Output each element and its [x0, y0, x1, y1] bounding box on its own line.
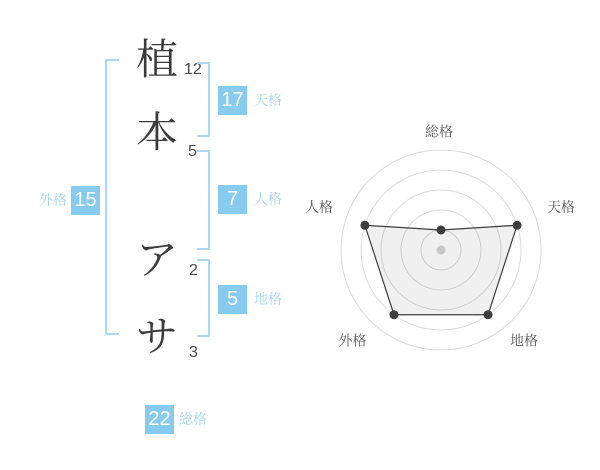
radar-axis-label: 外格 — [338, 332, 367, 349]
soukaku-score-box: 22 — [145, 405, 174, 434]
stroke-count-3: 2 — [189, 262, 198, 279]
radar-axis-label: 地格 — [510, 332, 538, 349]
gaikaku-bracket — [105, 59, 119, 335]
name-char-2: 本 — [135, 109, 178, 156]
chikaku-bracket — [197, 259, 210, 337]
gaikaku-score-label: 外格 — [39, 192, 67, 208]
name-char-1: 植 — [135, 36, 178, 83]
stroke-count-1: 12 — [184, 61, 202, 78]
name-char-3: ア — [135, 236, 178, 283]
jinkaku-bracket — [197, 150, 210, 250]
radar-marker — [389, 310, 398, 319]
radar-marker — [513, 221, 522, 230]
jinkaku-score-label: 人格 — [254, 191, 282, 207]
chikaku-score-label: 地格 — [254, 291, 282, 307]
gaikaku-score-box: 15 — [71, 186, 100, 215]
stroke-count-4: 3 — [189, 344, 198, 361]
jinkaku-score-box: 7 — [218, 185, 247, 214]
tenkaku-score-label: 天格 — [254, 92, 282, 108]
tenkaku-bracket — [197, 62, 210, 137]
chikaku-score-box: 5 — [218, 285, 247, 314]
radar-marker — [484, 310, 493, 319]
radar-marker — [437, 226, 446, 235]
soukaku-score-label: 総格 — [179, 411, 207, 427]
stroke-count-2: 5 — [188, 143, 197, 160]
name-char-4: サ — [135, 313, 178, 360]
radar-axis-label: 総格 — [425, 123, 453, 140]
radar-axis-label: 人格 — [305, 199, 333, 215]
radar-center-dot — [437, 246, 446, 255]
radar-chart — [281, 90, 600, 410]
radar-polygon — [365, 225, 517, 314]
tenkaku-score-box: 17 — [218, 86, 247, 115]
radar-marker — [360, 221, 369, 230]
radar-axis-label: 天格 — [547, 199, 575, 215]
